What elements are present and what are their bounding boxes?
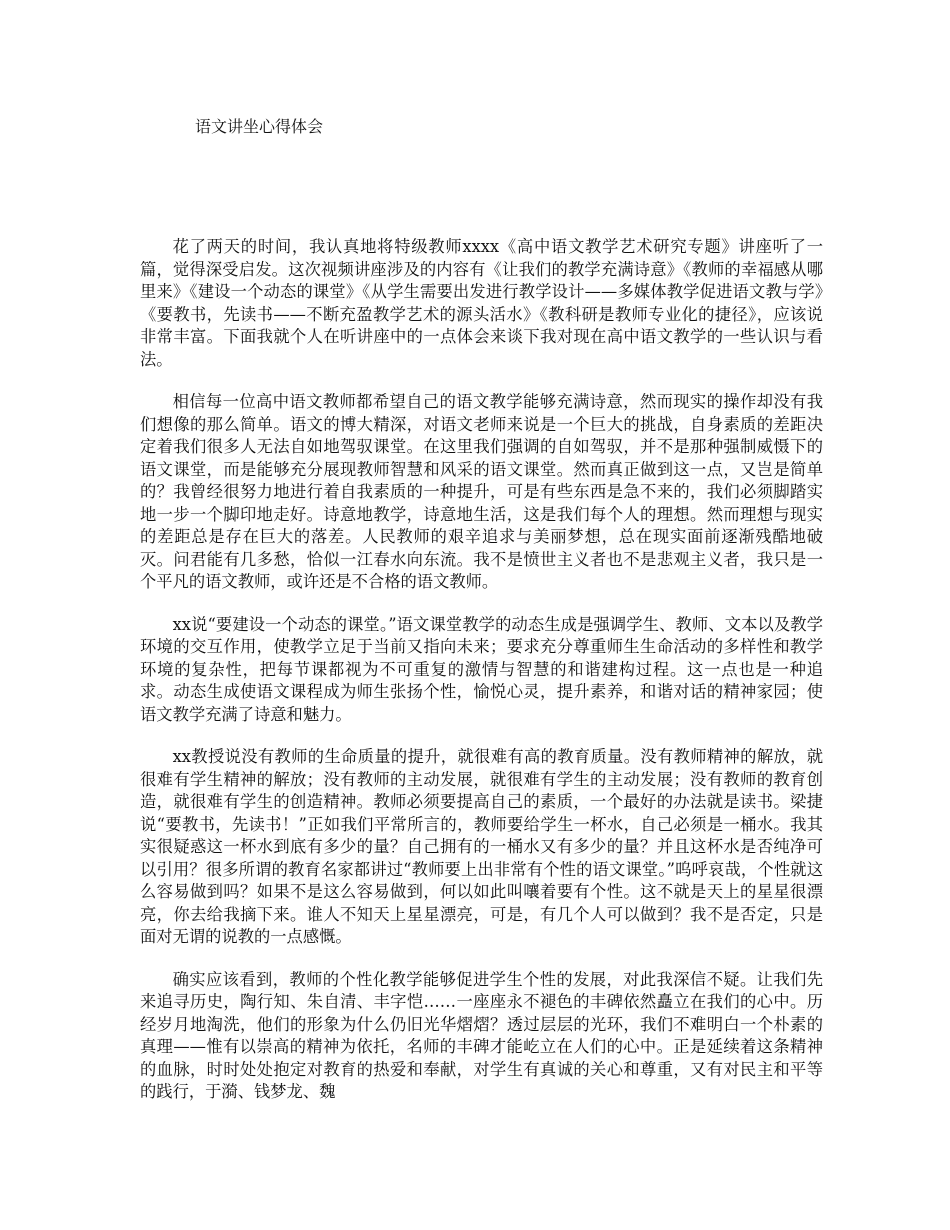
paragraph-3: xx说“要建设一个动态的课堂。”语文课堂教学的动态生成是强调学生、教师、文本以及教学环境的交互作用，使教学立足于当前又指向未来；要求充分尊重师生生命活动的多样性和教学环境的复杂性，把每节课都视为不可重复的激情与智慧的和谐建构过程。这一点也是一种追求。动态生成使语文课程成为师生张扬个性，愉悦心灵，提升素养，和谐对话的精神家园；使语文教学充满了诗意和魅力。 [140,614,823,724]
paragraph-4: xx教授说没有教师的生命质量的提升，就很难有高的教育质量。没有教师精神的解放，就很难有学生精神的解放；没有教师的主动发展，就很难有学生的主动发展；没有教师的教育创造，就很难有学生的创造精神。教师必须要提高自己的素质，一个最好的办法就是读书。梁捷说“要教书，先读书！”正如我们平常所言的，教师要给学生一杯水，自己必须是一桶水。我其实很疑惑这一杯水到底有多少的量？自己拥有的一桶水又有多少的量？并且这杯水是否纯净可以引用？很多所谓的教育名家都讲过“教师要上出非常有个性的语文课堂。”呜呼哀哉，个性就这么容易做到吗？如果不是这么容易做到，何以如此叫嚷着要有个性。这不就是天上的星星很漂亮，你去给我摘下来。谁人不知天上星星漂亮，可是，有几个人可以做到？我不是否定，只是面对无谓的说教的一点感慨。 [140,747,823,946]
document-body [140,236,823,1104]
document-title: 语文讲坐心得体会 [195,117,324,136]
paragraph-5: 确实应该看到，教师的个性化教学能够促进学生个性的发展，对此我深信不疑。让我们先来追寻历史，陶行知、朱自清、丰字恺……一座座永不褪色的丰碑依然矗立在我们的心中。历经岁月地淘洗，他们的形象为什么仍旧光华熠熠？透过层层的光环，我们不难明白一个朴素的真理——惟有以崇高的精神为依托，名师的丰碑才能屹立在人们的心中。正是延续着这条精神的血脉，时时处处抱定对教育的热爱和奉献，对学生有真诚的关心和尊重，又有对民主和平等的践行，于漪、钱梦龙、魏 [140,969,823,1101]
paragraph-2: 相信每一位高中语文教师都希望自己的语文教学能够充满诗意，然而现实的操作却没有我们想像的那么简单。语文的博大精深，对语文老师来说是一个巨大的挑战，自身素质的差距决定着我们很多人无法自如地驾驭课堂。在这里我们强调的自如驾驭，并不是那种强制威慑下的语文课堂，而是能够充分展现教师智慧和风采的语文课堂。然而真正做到这一点，又岂是简单的？我曾经很努力地进行着自我素质的一种提升，可是有些东西是急不来的，我们必须脚踏实地一步一个脚印地走好。诗意地教学，诗意地生活，这是我们每个人的理想。然而理想与现实的差距总是存在巨大的落差。人民教师的艰辛追求与美丽梦想，总在现实面前逐渐残酷地破灭。问君能有几多愁，恰似一江春水向东流。我不是愤世主义者也不是悲观主义者，我只是一个平凡的语文教师，或许还是不合格的语文教师。 [140,392,823,591]
paragraph-1: 花了两天的时间，我认真地将特级教师xxxx《高中语文教学艺术研究专题》讲座听了一篇，觉得深受启发。这次视频讲座涉及的内容有《让我们的教学充满诗意》《教师的幸福感从哪里来》《建设一个动态的课堂》《从学生需要出发进行教学设计——多媒体教学促进语文教与学》《要教书，先读书——不断充盈教学艺术的源头活水》《教科研是教师专业化的捷径》，应该说非常丰富。下面我就个人在听讲座中的一点体会来谈下我对现在高中语文教学的一些认识与看法。 [140,237,823,369]
